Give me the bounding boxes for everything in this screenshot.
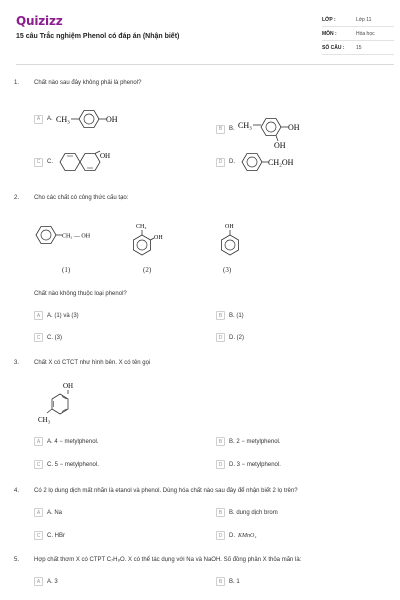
option-text: A. (1) và (3) [47, 312, 79, 319]
option-letter: B [216, 125, 225, 134]
meta-label: LỚP : [322, 16, 336, 23]
option-text: B. dung dịch brom [229, 509, 278, 516]
structure-3 [212, 220, 248, 260]
q2-option-d[interactable] [216, 333, 244, 342]
q2-option-c[interactable] [34, 333, 62, 342]
ch2oh-label: CH₂OH [268, 158, 294, 167]
structure-2 [126, 220, 176, 260]
option-letter: C [34, 333, 43, 342]
option-letter: B [216, 508, 225, 517]
q1-option-a[interactable] [34, 108, 136, 130]
option-formula: KMnO₄ [238, 532, 257, 539]
quizizz-logo: Quizizz [16, 14, 63, 28]
q4-option-a[interactable] [34, 508, 62, 517]
q3-option-a[interactable] [34, 437, 99, 446]
hydroxyl-label: OH [100, 152, 111, 160]
meta-label: SỐ CÂU : [322, 44, 345, 51]
meta-row-class [322, 13, 394, 27]
methyl-label: CH₃ [38, 416, 51, 424]
q5-option-a[interactable] [34, 577, 58, 586]
option-letter: D [216, 333, 225, 342]
naphthol-structure [56, 150, 126, 174]
dihydroxy-toluene-structure [238, 118, 318, 150]
q4-option-b[interactable] [216, 508, 278, 517]
hydroxyl-label: OH [287, 123, 300, 132]
structure-1 [34, 222, 114, 248]
question-2-text: Cho các chất có công thức cấu tạo: [34, 195, 129, 201]
option-text: C. (3) [47, 334, 62, 341]
option-label: C. [47, 159, 53, 165]
meta-row-count [322, 41, 394, 55]
q5-option-b[interactable] [216, 577, 240, 586]
option-text: C. HBr [47, 532, 65, 539]
option-letter: A [34, 577, 43, 586]
option-text: A. 3 [47, 578, 58, 585]
option-letter: B [216, 437, 225, 446]
option-letter: D [216, 531, 225, 540]
q3-option-d[interactable] [216, 460, 281, 469]
question-5-number: 5. [14, 557, 20, 563]
question-2-subquestion: Chất nào không thuộc loại phenol? [34, 291, 127, 297]
meta-value: Hóa học [356, 30, 375, 37]
question-2-number: 2. [14, 195, 20, 201]
q1-option-b[interactable] [216, 108, 318, 150]
q1-option-d[interactable] [216, 150, 318, 174]
option-letter: C [34, 460, 43, 469]
option-letter: A [34, 508, 43, 517]
structure-1-caption: (1) [62, 266, 71, 274]
meta-value: 15 [356, 44, 362, 51]
p-cresol-structure [56, 108, 136, 130]
option-text: A. Na [47, 509, 63, 516]
header-divider [16, 64, 394, 65]
meta-label: MÔN : [322, 30, 337, 37]
q4-option-d[interactable] [216, 531, 256, 540]
q4-option-c[interactable] [34, 531, 65, 540]
q3-option-b[interactable] [216, 437, 281, 446]
option-letter: D [216, 460, 225, 469]
m-cresol-structure [38, 380, 78, 426]
q1-option-c[interactable] [34, 150, 126, 174]
chain-label: CH₂ — OH [62, 233, 91, 240]
option-text: B. (1) [229, 312, 244, 319]
page-title: 15 câu Trắc nghiệm Phenol có đáp án (Nhận biết) [16, 33, 180, 40]
option-label: A. [47, 116, 53, 122]
option-text: B. 2 − metylphenol. [229, 438, 281, 445]
option-letter: B [216, 311, 225, 320]
option-text: A. 4 − metylphenol. [47, 438, 99, 445]
question-1-text: Chất nào sau đây không phải là phenol? [34, 80, 142, 86]
hydroxyl-label: OH [105, 115, 118, 124]
q3-option-c[interactable] [34, 460, 99, 469]
option-letter: C [34, 531, 43, 540]
option-letter: D [216, 158, 225, 167]
q2-option-b[interactable] [216, 311, 244, 320]
hydroxyl-label: OH [225, 224, 234, 230]
benzyl-alcohol-structure [238, 150, 318, 174]
option-text: B. 1 [229, 578, 240, 585]
meta-table [322, 13, 394, 55]
question-5-text: Hợp chất thơm X có CTPT C₇H₈O. X có thể tác dụng với Na và NaOH. Số đồng phân X thỏa mãn là: [34, 557, 302, 563]
option-text: D. 3 − metylphenol. [229, 461, 281, 468]
question-3-number: 3. [14, 360, 20, 366]
q2-option-a[interactable] [34, 311, 79, 320]
option-label: D. [229, 159, 235, 165]
structure-2-caption: (2) [143, 266, 152, 274]
question-3-text: Chất X có CTCT như hình bên. X có tên gọi [34, 360, 151, 366]
option-label: D. [229, 532, 235, 539]
option-letter: B [216, 577, 225, 586]
option-letter: A [34, 115, 43, 124]
option-letter: A [34, 437, 43, 446]
option-letter: C [34, 158, 43, 167]
question-4-number: 4. [14, 488, 20, 494]
structure-3-caption: (3) [223, 266, 232, 274]
question-4-text: Có 2 lọ dung dịch mất nhãn là etanol và phenol. Dùng hóa chất nào sau đây để nhận biết 2 lọ trên? [34, 488, 298, 494]
option-letter: A [34, 311, 43, 320]
question-1-number: 1. [14, 80, 20, 86]
methyl-label: CH₃ [237, 121, 252, 130]
option-label: B. [229, 126, 235, 132]
methyl-label: CH₃ [55, 115, 70, 124]
hydroxyl-label: OH [63, 382, 74, 390]
meta-row-subject [322, 27, 394, 41]
methyl-label: CH₃ [136, 224, 147, 230]
hydroxyl-label: OH [154, 235, 163, 241]
option-text: D. (2) [229, 334, 244, 341]
option-text: C. 5 − metylphenol. [47, 461, 99, 468]
meta-value: Lớp 11 [356, 16, 372, 23]
hydroxyl-label: OH [273, 141, 286, 150]
